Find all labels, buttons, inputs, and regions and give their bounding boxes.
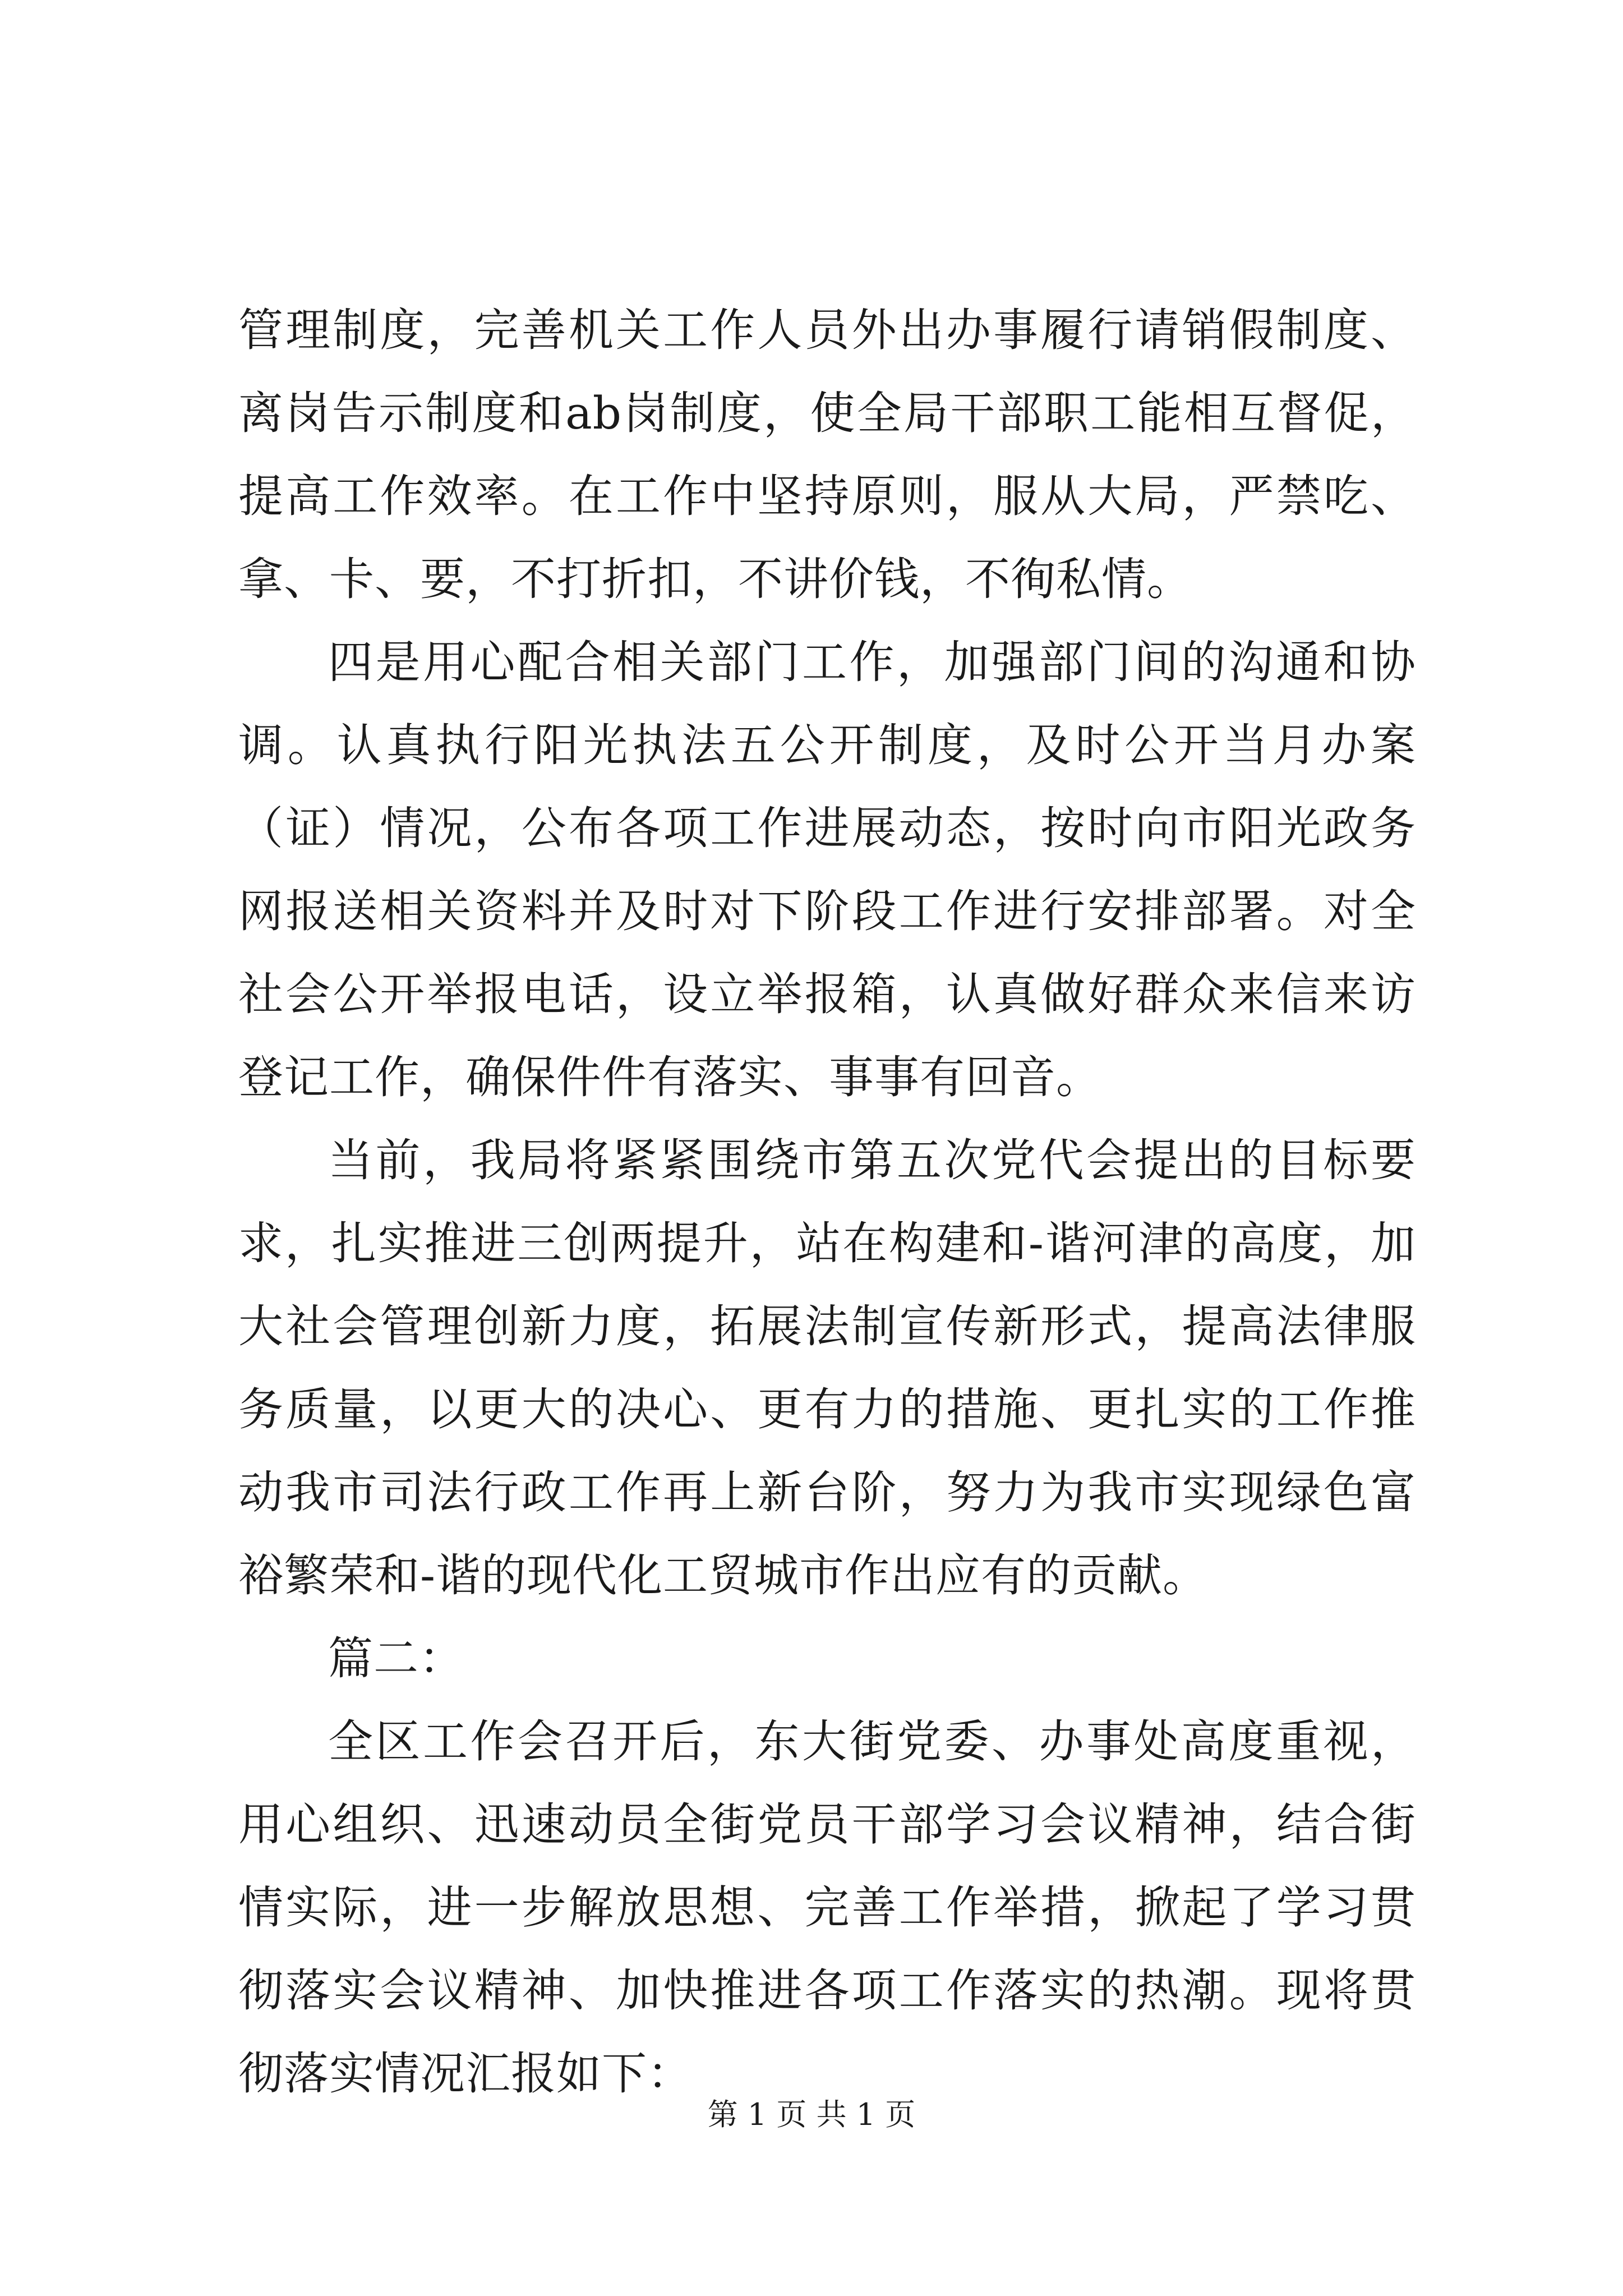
paragraph-point-four: 四是用心配合相关部门工作，加强部门间的沟通和协调。认真执行阳光执法五公开制度，及时公开当月办案（证）情况，公布各项工作进展动态，按时向市阳光政务网报送相关资料并及时对下阶段工作进行安排部署。对全社会公开举报电话，设立举报箱，认真做好群众来信来访登记工作，确保件件有落实、事事有回音。 — [238, 636, 1416, 1103]
paragraph-part-two-intro: 全区工作会召开后，东大街党委、办事处高度重视，用心组织、迅速动员全街党员干部学习会议精神，结合街情实际，进一步解放思想、完善工作举措，掀起了学习贯彻落实会议精神、加快推进各项工作落实的热潮。现将贯彻落实情况汇报如下： — [238, 1715, 1416, 2100]
page-number-label: 第 1 页 共 1 页 — [707, 2097, 916, 2132]
paragraph-current-goals: 当前，我局将紧紧围绕市第五次党代会提出的目标要求，扎实推进三创两提升，站在构建和-谐河津的高度，加大社会管理创新力度，拓展法制宣传新形式，提高法律服务质量，以更大的决心、更有力的措施、更扎实的工作推动我市司法行政工作再上新台阶，努力为我市实现绿色富裕繁荣和-谐的现代化工贸城市作出应有的贡献。 — [238, 1134, 1416, 1602]
document-body — [238, 289, 1416, 2115]
paragraph-continuation: 管理制度，完善机关工作人员外出办事履行请销假制度、离岗告示制度和ab岗制度，使全局干部职工能相互督促，提高工作效率。在工作中坚持原则，服从大局，严禁吃、拿、卡、要，不打折扣，不讲价钱，不徇私情。 — [238, 304, 1416, 605]
page-footer — [0, 2095, 1623, 2134]
section-heading-part-two: 篇二： — [328, 1632, 464, 1685]
